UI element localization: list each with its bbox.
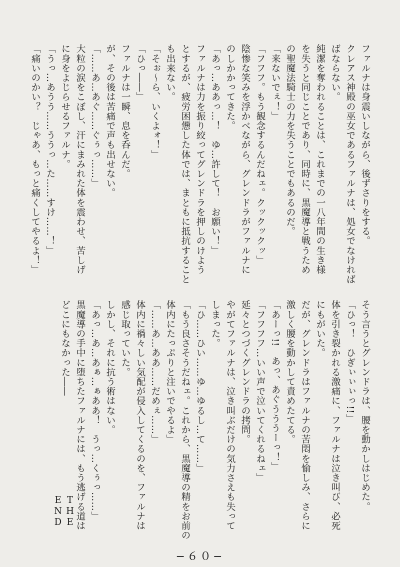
lower-text-block: [57, 300, 372, 540]
text-column: 「あっ…あ…あぁ…ぁああ！ うっ…くぅっ……」: [89, 300, 100, 521]
text-column: 「……あ…ああ……だめぇ……」: [149, 300, 160, 444]
text-column: 「うっ…あうう……ううっ…た……すけ……！」: [44, 44, 55, 256]
text-column: 「もう良さそうだねェ。これから、黒魔導の精をお前の: [179, 300, 190, 540]
text-column: 「ひっ――」: [134, 44, 145, 102]
text-column: 体を引き裂かれる激痛に、ファルナは泣き叫び、必死: [329, 300, 340, 531]
text-column: そう言うとグレンドラは、腰を動かしはじめた。: [359, 300, 370, 512]
text-column: のしかかってきた。: [224, 44, 235, 131]
text-column: 体内に禍々しい気配が侵入してくるのを、ファルナは: [134, 300, 145, 531]
text-column: 「あっ…ああっ…！ ゆ…許して！ お願い！」: [209, 44, 220, 256]
text-column: ファルナは一瞬、息を呑んだ。: [119, 44, 130, 179]
text-column: だが、グレンドラはファルナの苦悶を愉しみ、さらに: [299, 300, 310, 531]
text-column: とするが、疲労困憊した体では、まともに抵抗すること: [179, 44, 190, 284]
text-column: 「フフフ。もう観念するんだねェ。クックックッ」: [254, 44, 265, 265]
text-column: 「来ないでぇ！」: [269, 44, 280, 121]
text-column: 体内にたっぷりと注いでやるよ」: [164, 300, 175, 444]
text-column: 「ひ……ひい……ゆ…ゆるし…て……」: [194, 300, 205, 473]
the-end-word-1: THE: [65, 496, 75, 529]
text-column: 大粒の涙をこぼし、汗にまみれた体を震わせ、苦しげ: [74, 44, 85, 275]
text-column: 陰惨な笑みを浮かべながら、グレンドラがファルナに: [239, 44, 250, 275]
text-column: 黒魔導の手中に堕ちたファルナには、もう逃げる道は: [74, 300, 85, 531]
text-column: 「痛いのかい？ じゃあ、もっと痛くしてやるよ！」: [29, 44, 40, 275]
text-column: 「ひっ！ ひぎぃぃぃっ!!」: [344, 300, 355, 424]
text-column: 「あーっ!! あっ、あぐうううーっ！」: [269, 300, 280, 472]
the-end-mark: [52, 496, 76, 529]
upper-text-block: [27, 44, 372, 284]
text-column: が、その後は苦痛で声も出せない。: [104, 44, 115, 198]
text-column: も出来ない。: [164, 44, 175, 102]
text-column: ばならない。: [329, 44, 340, 102]
text-column: しかし、それに抗う術はない。: [104, 300, 115, 435]
the-end-word-2: END: [53, 496, 63, 529]
text-column: を失うと同じことであり、同時に、黒魔導と戦うため: [299, 44, 310, 275]
text-column: 「そぉ〜ら、いくよォ！」: [149, 44, 160, 160]
text-column: ファルナは身震いしながら、後ずさりをする。: [359, 44, 370, 246]
text-column: クレアス神殿の巫女であるファルナは、処女でなければ: [344, 44, 355, 284]
text-column: の聖魔法騎士の力を失うことでもあるのだ。: [284, 44, 295, 236]
text-column: 延々とつづくグレンドラの拷問。: [239, 300, 250, 444]
text-column: 「……あ…あぐ……ぐぅっ……」: [89, 44, 100, 188]
text-column: にもがいた。: [314, 300, 325, 358]
text-column: に身をよじらせるファルナ。: [59, 44, 70, 169]
text-column: しまった。: [209, 300, 220, 348]
text-column: やがてファルナは、泣き叫ぶだけの気力さえも失って: [224, 300, 235, 531]
text-column: 激しく腰を動かして責めたてる。: [284, 300, 295, 444]
text-column: ファルナは力を振り絞ってグレンドラを押しのけよう: [194, 44, 205, 275]
text-column: 純潔を奪われることは、これまでの一八年間の生き様: [314, 44, 325, 275]
text-column: どこにもなかった――: [59, 300, 70, 396]
text-column: 感じ取っていた。: [119, 300, 130, 377]
page-number: −６０−: [175, 550, 225, 563]
text-column: 「フフフフ…いい声で泣いてくれるねェ」: [254, 300, 265, 483]
